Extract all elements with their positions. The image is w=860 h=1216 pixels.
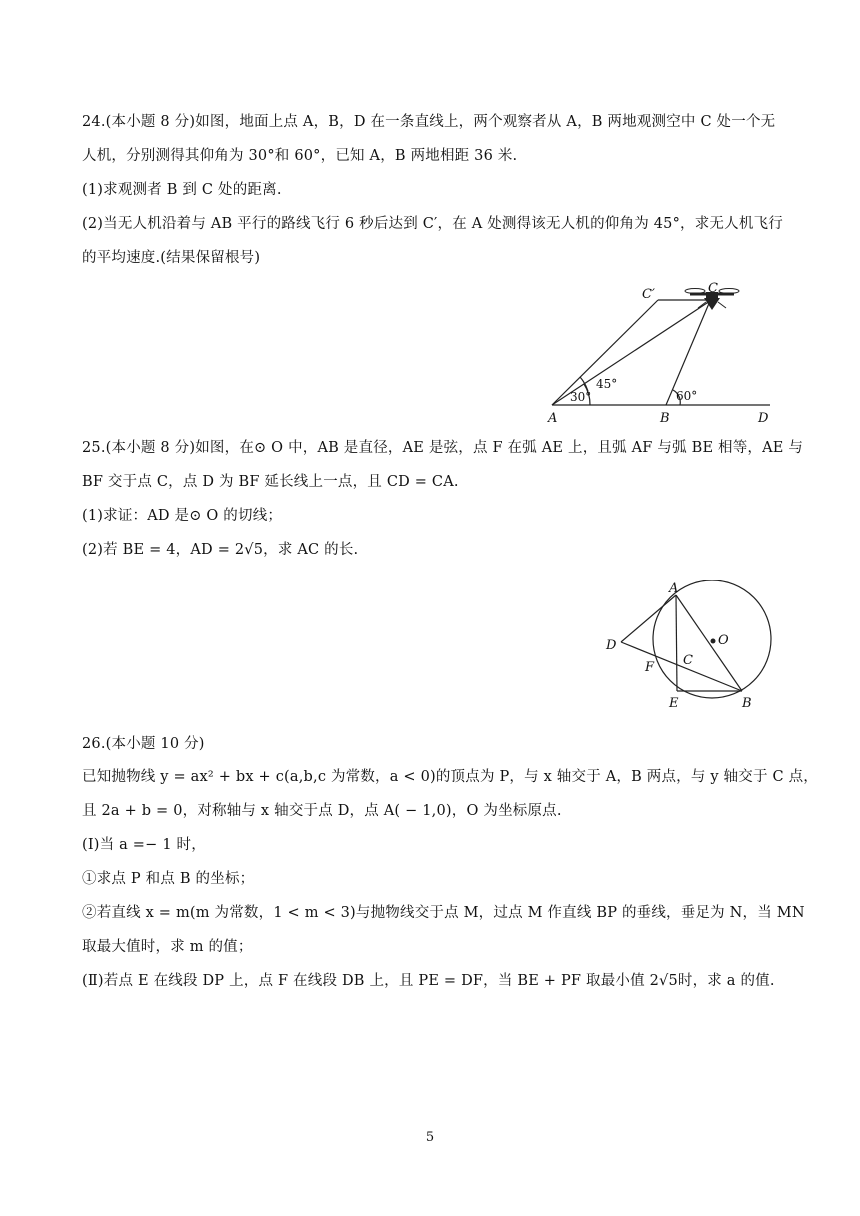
- angle-label-60: 60°: [676, 389, 698, 403]
- segment-AE: [676, 595, 677, 691]
- q26-line-4: (Ⅰ)当 a =− 1 时，: [82, 837, 206, 853]
- label-E: E: [669, 696, 679, 711]
- label-C: C: [683, 653, 693, 668]
- segment-AD: [621, 595, 676, 642]
- q25-line-2: BF 交于点 C，点 D 为 BF 延长线上一点，且 CD = CA.: [82, 474, 459, 490]
- q24-line-5: 的平均速度.(结果保留根号): [82, 250, 261, 266]
- q25-line-4: (2)若 BE = 4，AD = 2√5，求 AC 的长.: [82, 542, 359, 558]
- q25-line-3: (1)求证：AD 是⊙ O 的切线；: [82, 508, 283, 524]
- segment-DB: [621, 642, 742, 691]
- q26-line-1: 26.(本小题 10 分): [82, 736, 205, 752]
- angle-label-45: 45°: [596, 377, 618, 391]
- q25-line-1: 25.(本小题 8 分)如图，在⊙ O 中，AB 是直径，AE 是弦，点 F 在弧 AE 上，且弧 AF 与弧 BE 相等，AE 与: [82, 440, 804, 456]
- q24-figure: [540, 278, 780, 428]
- q26-line-6: ②若直线 x = m(m 为常数，1 < m < 3)与抛物线交于点 M，过点 M 作直线 BP 的垂线，垂足为 N，当 MN: [82, 905, 805, 921]
- q26-line-3: 且 2a + b = 0，对称轴与 x 轴交于点 D，点 A( − 1,0)，O 为坐标原点.: [82, 803, 562, 819]
- label-O: O: [718, 633, 729, 648]
- q26-line-5: ①求点 P 和点 B 的坐标；: [82, 871, 255, 887]
- label-D: D: [758, 411, 769, 426]
- q26-line-2: 已知抛物线 y = ax² + bx + c(a,b,c 为常数，a < 0)的顶点为 P，与 x 轴交于 A，B 两点，与 y 轴交于 C 点，: [82, 769, 818, 785]
- label-F: F: [645, 660, 655, 675]
- angle-label-30: 30°: [570, 390, 592, 404]
- q26-line-8: (Ⅱ)若点 E 在线段 DP 上，点 F 在线段 DB 上，且 PE = DF，当 BE + PF 取最小值 2√5时，求 a 的值.: [82, 973, 775, 989]
- label-A: A: [548, 411, 558, 426]
- page-number: 5: [425, 1130, 435, 1145]
- q25-figure: [600, 580, 785, 712]
- label-C-prime: C′: [642, 287, 655, 302]
- label-B: B: [660, 411, 670, 426]
- q24-line-2: 人机，分别测得其仰角为 30°和 60°，已知 A，B 两地相距 36 米.: [82, 148, 518, 164]
- label-A: A: [669, 581, 679, 596]
- segment-AB: [676, 595, 742, 691]
- q24-line-3: (1)求观测者 B 到 C 处的距离.: [82, 182, 282, 198]
- q24-line-4: (2)当无人机沿着与 AB 平行的路线飞行 6 秒后达到 C′，在 A 处测得该无人机的仰角为 45°，求无人机飞行: [82, 216, 783, 232]
- q26-line-7: 取最大值时，求 m 的值；: [82, 939, 253, 955]
- q24-line-1: 24.(本小题 8 分)如图，地面上点 A，B，D 在一条直线上，两个观察者从 A，B 两地观测空中 C 处一个无: [82, 114, 776, 130]
- center-point-O: [711, 639, 716, 644]
- label-C: C: [708, 281, 718, 296]
- label-B: B: [742, 696, 752, 711]
- label-D: D: [606, 638, 617, 653]
